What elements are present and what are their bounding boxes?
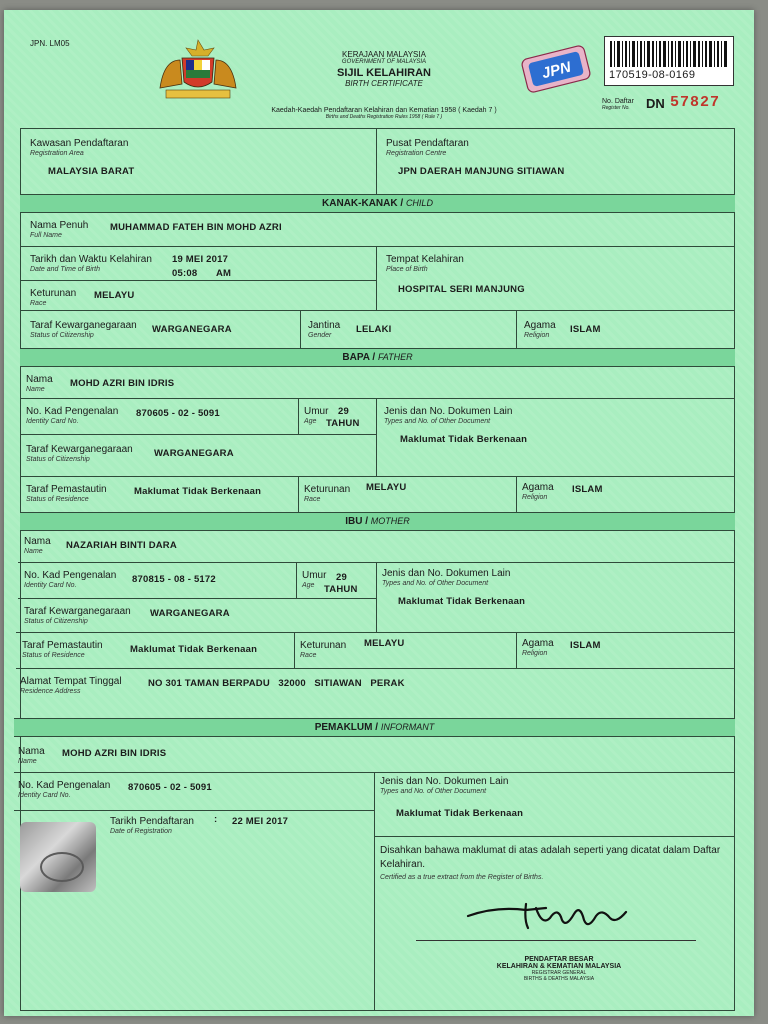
divider <box>14 810 374 811</box>
divider <box>298 476 299 512</box>
mother-race-label-en: Race <box>300 652 317 659</box>
divider <box>376 246 377 310</box>
father-religion-label-en: Religion <box>522 494 548 501</box>
father-doc-label: Jenis dan No. Dokumen Lain <box>384 406 513 417</box>
child-religion-label-en: Religion <box>524 332 550 339</box>
barcode-box <box>604 36 734 86</box>
mother-residence-label: Taraf Pemastautin <box>22 640 103 651</box>
frame-top <box>20 128 735 129</box>
divider <box>300 310 301 348</box>
father-name-label: Nama <box>26 374 53 385</box>
child-dob-time: 05:08 <box>172 268 198 279</box>
registrar-line-4: BIRTHS & DEATHS MALAYSIA <box>523 976 595 982</box>
serial-prefix: DN <box>646 96 665 111</box>
section-informant-header: PEMAKLUM / INFORMANT <box>14 718 735 737</box>
divider <box>16 668 735 669</box>
gov-name-en: GOVERNMENT OF MALAYSIA <box>341 59 427 65</box>
mother-residence-value: Maklumat Tidak Berkenaan <box>130 644 258 655</box>
mother-religion-value: ISLAM <box>570 640 601 651</box>
registration-date-colon: : <box>214 814 218 825</box>
child-race-value: MELAYU <box>94 290 135 301</box>
father-residence-label: Taraf Pemastautin <box>26 484 107 495</box>
mother-name-value: NAZARIAH BINTI DARA <box>66 540 177 551</box>
divider <box>20 246 735 247</box>
divider <box>20 280 376 281</box>
child-race-label-en: Race <box>30 300 47 307</box>
informant-ic-label: No. Kad Pengenalan <box>18 780 111 791</box>
father-citizenship-label: Taraf Kewarganegaraan <box>26 444 133 455</box>
signature-line <box>416 940 696 941</box>
gov-name: KERAJAAN MALAYSIA <box>342 50 426 59</box>
divider <box>516 310 517 348</box>
mother-address-label: Alamat Tempat Tinggal <box>20 676 122 687</box>
child-dob-label: Tarikh dan Waktu Kelahiran <box>30 254 152 265</box>
father-name-value: MOHD AZRI BIN IDRIS <box>70 378 175 389</box>
registration-area-value: MALAYSIA BARAT <box>48 166 135 177</box>
section-mother-header: IBU / MOTHER <box>20 512 735 531</box>
mother-religion-label: Agama <box>522 638 554 649</box>
child-pob-value: HOSPITAL SERI MANJUNG <box>398 284 525 295</box>
mother-age-value: 29 <box>336 572 347 583</box>
coat-of-arms-emblem <box>152 38 244 102</box>
divider <box>298 398 299 434</box>
mother-name-label-en: Name <box>24 548 43 555</box>
father-religion-label: Agama <box>522 482 554 493</box>
section-child-header: KANAK-KANAK / CHILD <box>20 194 735 213</box>
child-citizenship-label-en: Status of Citizenship <box>30 332 94 339</box>
father-ic-label-en: Identity Card No. <box>26 418 79 425</box>
father-age-unit: TAHUN <box>326 418 360 429</box>
child-dob-label-en: Date and Time of Birth <box>30 266 100 273</box>
registrar-signature <box>466 898 636 938</box>
divider <box>374 836 735 837</box>
child-name-value: MUHAMMAD FATEH BIN MOHD AZRI <box>110 222 282 233</box>
divider <box>376 128 377 194</box>
registration-centre-label-en: Registration Centre <box>386 150 447 157</box>
father-age-label-en: Age <box>304 418 317 425</box>
registration-date-value: 22 MEI 2017 <box>232 816 289 827</box>
section-father-header: BAPA / FATHER <box>20 348 735 367</box>
father-age-label: Umur <box>304 406 329 417</box>
informant-doc-label: Jenis dan No. Dokumen Lain <box>380 776 509 787</box>
serial-number: 57827 <box>670 94 721 111</box>
father-religion-value: ISLAM <box>572 484 603 495</box>
registration-area-label-en: Registration Area <box>30 150 84 157</box>
child-dob-ampm: AM <box>216 268 232 279</box>
registrar-line-2: KELAHIRAN & KEMATIAN MALAYSIA <box>496 963 622 970</box>
mother-ic-label-en: Identity Card No. <box>24 582 77 589</box>
divider <box>20 398 735 399</box>
child-race-label: Keturunan <box>30 288 77 299</box>
child-gender-label-en: Gender <box>308 332 332 339</box>
mother-race-value: MELAYU <box>364 638 405 649</box>
mother-address-value: NO 301 TAMAN BERPADU 32000 SITIAWAN PERAK <box>148 678 405 689</box>
father-age-value: 29 <box>338 406 349 417</box>
registration-date-label-en: Date of Registration <box>110 828 172 835</box>
informant-name-value: MOHD AZRI BIN IDRIS <box>62 748 167 759</box>
mother-age-unit: TAHUN <box>324 584 358 595</box>
mother-citizenship-label-en: Status of Citizenship <box>24 618 88 625</box>
mother-age-label: Umur <box>302 570 327 581</box>
father-ic-value: 870605 - 02 - 5091 <box>136 408 220 419</box>
father-residence-label-en: Status of Residence <box>26 496 89 503</box>
form-code: JPN. LM05 <box>30 39 70 48</box>
mother-residence-label-en: Status of Residence <box>22 652 85 659</box>
father-citizenship-label-en: Status of Citizenship <box>26 456 90 463</box>
mother-doc-label-en: Types and No. of Other Document <box>382 580 489 587</box>
document-title-en: BIRTH CERTIFICATE <box>345 79 423 88</box>
divider <box>20 476 735 477</box>
register-no-label <box>602 98 634 112</box>
rules-block <box>234 107 534 120</box>
hologram-seal <box>20 822 96 892</box>
divider <box>294 632 295 668</box>
registration-date-label: Tarikh Pendaftaran <box>110 816 194 827</box>
divider <box>20 434 376 435</box>
mother-name-label: Nama <box>24 536 51 547</box>
registrar-title <box>444 956 674 982</box>
informant-doc-value: Maklumat Tidak Berkenaan <box>396 808 524 819</box>
mother-ic-value: 870815 - 08 - 5172 <box>132 574 216 585</box>
document-title: SIJIL KELAHIRAN <box>337 67 431 79</box>
father-citizenship-value: WARGANEGARA <box>154 448 234 459</box>
header-block <box>284 50 484 88</box>
mother-ic-label: No. Kad Pengenalan <box>24 570 117 581</box>
father-residence-value: Maklumat Tidak Berkenaan <box>134 486 262 497</box>
divider <box>376 398 377 476</box>
register-no-label-ms: No. Daftar <box>602 98 634 105</box>
jpn-logo-text: JPN <box>540 58 573 83</box>
father-ic-label: No. Kad Pengenalan <box>26 406 119 417</box>
registration-area-label: Kawasan Pendaftaran <box>30 138 129 149</box>
birth-certificate-paper <box>4 10 754 1016</box>
divider <box>516 632 517 668</box>
child-citizenship-value: WARGANEGARA <box>152 324 232 335</box>
register-no-label-en: Register No. <box>602 105 630 111</box>
child-gender-label: Jantina <box>308 320 341 331</box>
frame-bottom <box>20 1010 735 1011</box>
father-race-label: Keturunan <box>304 484 351 495</box>
divider <box>516 476 517 512</box>
informant-doc-label-en: Types and No. of Other Document <box>380 788 487 795</box>
divider <box>20 310 735 311</box>
rules-text: Kaedah-Kaedah Pendaftaran Kelahiran dan Kematian 1958 ( Kaedah 7 ) <box>271 107 497 114</box>
divider <box>376 562 377 632</box>
registrar-line-3: REGISTRAR GENERAL <box>531 970 587 976</box>
mother-religion-label-en: Religion <box>522 650 548 657</box>
divider <box>296 562 297 598</box>
barcode-number: 170519-08-0169 <box>609 69 696 81</box>
mother-citizenship-value: WARGANEGARA <box>150 608 230 619</box>
father-name-label-en: Name <box>26 386 45 393</box>
mother-citizenship-label: Taraf Kewarganegaraan <box>24 606 131 617</box>
hologram-ring <box>40 852 84 882</box>
father-race-label-en: Race <box>304 496 321 503</box>
child-gender-value: LELAKI <box>356 324 392 335</box>
father-doc-value: Maklumat Tidak Berkenaan <box>400 434 528 445</box>
informant-ic-label-en: Identity Card No. <box>18 792 71 799</box>
informant-ic-value: 870605 - 02 - 5091 <box>128 782 212 793</box>
child-dob-date: 19 MEI 2017 <box>172 254 229 265</box>
frame-right <box>734 128 735 1010</box>
child-religion-label: Agama <box>524 320 556 331</box>
mother-age-label-en: Age <box>302 582 315 589</box>
mother-doc-value: Maklumat Tidak Berkenaan <box>398 596 526 607</box>
informant-name-label: Nama <box>18 746 45 757</box>
mother-address-label-en: Residence Address <box>20 688 81 695</box>
divider <box>374 772 375 1010</box>
registration-centre-value: JPN DAERAH MANJUNG SITIAWAN <box>398 166 565 177</box>
father-doc-label-en: Types and No. of Other Document <box>384 418 491 425</box>
divider <box>18 598 376 599</box>
certification-text-en: Certified as a true extract from the Register of Births. <box>380 874 544 881</box>
jpn-logo <box>516 40 596 98</box>
rules-text-en: Births and Deaths Registration Rules 1958 ( Rule 7 ) <box>325 114 443 120</box>
child-citizenship-label: Taraf Kewarganegaraan <box>30 320 137 331</box>
child-pob-label-en: Place of Birth <box>386 266 428 273</box>
certification-text: Disahkan bahawa maklumat di atas adalah seperti yang dicatat dalam Daftar Kelahiran. <box>380 845 721 870</box>
child-pob-label: Tempat Kelahiran <box>386 254 464 265</box>
divider <box>16 632 735 633</box>
child-name-label-en: Full Name <box>30 232 62 239</box>
barcode-image <box>610 41 728 67</box>
informant-name-label-en: Name <box>18 758 37 765</box>
registration-centre-label: Pusat Pendaftaran <box>386 138 469 149</box>
mother-race-label: Keturunan <box>300 640 347 651</box>
father-race-value: MELAYU <box>366 482 407 493</box>
child-name-label: Nama Penuh <box>30 220 89 231</box>
registrar-line-1: PENDAFTAR BESAR <box>524 956 594 963</box>
child-religion-value: ISLAM <box>570 324 601 335</box>
mother-doc-label: Jenis dan No. Dokumen Lain <box>382 568 511 579</box>
